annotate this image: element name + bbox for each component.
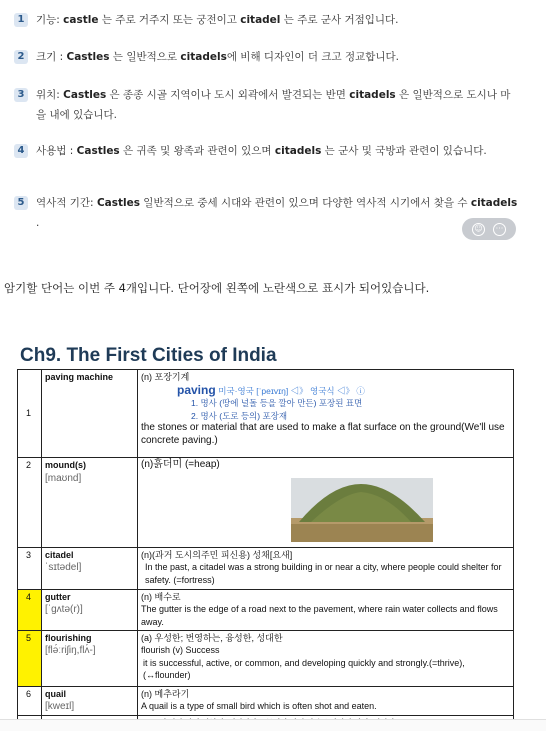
word: paving machine [45,372,114,382]
definition: (n)흙더미 (=heap) [141,459,220,470]
pos-label: (n) 포장기계 [141,372,190,382]
pronunciation: [flə́ːriʃiŋ,flʌ́-] [45,645,96,656]
chat-actions [462,218,516,240]
example: it is successful, active, or common, and developing quickly and strongly.(=thrive), (↔flounder) [143,657,465,680]
dictionary-entry [141,384,510,423]
example: A quail is a type of small bird which is often shot and eaten. [141,701,377,711]
list-number: 5 [14,196,28,210]
definition: (n)(과거 도시의주민 피신용) 성채[요새] [141,549,293,560]
chat-response [0,0,546,250]
list-item [14,193,519,233]
definition: (n) 배수로 [141,591,181,602]
definition-cell [138,630,514,686]
list-text: 역사적 기간: Castles 일반적으로 중세 시대와 관련이 있으며 다양한 역사적 시기에서 찾을 수 citadels . [36,197,518,229]
definition: the stones or material that are used to make a flat surface on the ground(We'll use concrete paving.) [141,422,505,446]
pronunciation: [kweɪl] [45,701,75,712]
example: In the past, a citadel was a strong building in or near a city, where people could shelter for safety. (=fortress) [145,562,502,585]
word-cell [42,630,138,686]
pronunciation: [ˈɡʌtə(r)] [45,604,83,615]
word-cell [42,547,138,589]
list-item [14,141,519,161]
word: gutter [45,591,71,602]
definition-cell [138,589,514,630]
more-icon[interactable]: ··· [493,223,506,236]
table-row [18,370,514,458]
row-number: 4 [18,589,42,630]
word-cell [42,370,138,458]
word-cell [42,458,138,548]
definition-cell [138,370,514,458]
definition-cell [138,547,514,589]
note-text: 암기할 단어는 이번 주 4개입니다. 단어장에 왼쪽에 노란색으로 표시가 되어있습니다. [4,281,430,295]
list-item [14,85,519,125]
row-number: 2 [18,458,42,548]
list-item [14,47,519,67]
list-number: 2 [14,50,28,64]
list-number: 1 [14,13,28,27]
dict-headword: paving [177,382,216,397]
mound-image [291,478,433,542]
smile-icon[interactable]: ☺ [472,223,485,236]
row-number: 5 [18,630,42,686]
word-cell [42,686,138,715]
list-text: 기능: castle 는 주로 거주지 또는 궁전이고 citadel 는 주로 군사 거점입니다. [36,14,399,26]
list-number: 4 [14,144,28,158]
definition: (a) 우성한; 번영하는, 융성한, 성대한 [141,632,283,643]
definition-cell [138,686,514,715]
pronunciation: ˈsɪtədel] [45,562,82,573]
row-number: 1 [18,370,42,458]
word: flourishing [45,632,92,643]
example: flourish (v) Success [141,645,220,655]
word-cell [42,589,138,630]
list-number: 3 [14,88,28,102]
list-text: 위치: Castles 은 종종 시골 지역이나 도시 외곽에서 발견되는 반면 citadels 은 일반적으로 도시나 마을 내에 있습니다. [36,89,511,121]
example: The gutter is the edge of a road next to the pavement, where rain water collects and flows away. [141,604,498,627]
definition: (n) 메추라기 [141,688,190,699]
bottom-bar [0,719,546,731]
dict-pronunciation: 미국·영국 [ˈpeɪvɪŋ] ◁》 영국식 ◁》 ⓘ [218,385,365,396]
row-number: 3 [18,547,42,589]
dict-sense-1: 1. 명사 (땅에 널돌 등을 깔아 만든) 포장된 표면 [191,398,363,408]
list-item [14,10,519,30]
list-text: 크기 : Castles 는 일반적으로 citadels에 비해 디자인이 더 크고 정교합니다. [36,51,399,63]
dict-sense-2: 2. 명사 (도로 등의) 포장재 [191,410,288,421]
list-text: 사용법 : Castles 은 귀족 및 왕족과 관련이 있으며 citadels 는 군사 및 국방과 관련이 있습니다. [36,145,487,157]
word: mound(s) [45,460,86,470]
table-row [18,589,514,630]
table-row [18,547,514,589]
row-number: 6 [18,686,42,715]
word: quail [45,688,67,699]
word: citadel [45,549,74,560]
table-row [18,630,514,686]
table-row [18,686,514,715]
chapter-title: Ch9. The First Cities of India [20,345,277,366]
pronunciation: [maʊnd] [45,472,82,484]
vocab-table [17,369,514,731]
definition-cell [138,458,514,548]
table-row [18,458,514,548]
